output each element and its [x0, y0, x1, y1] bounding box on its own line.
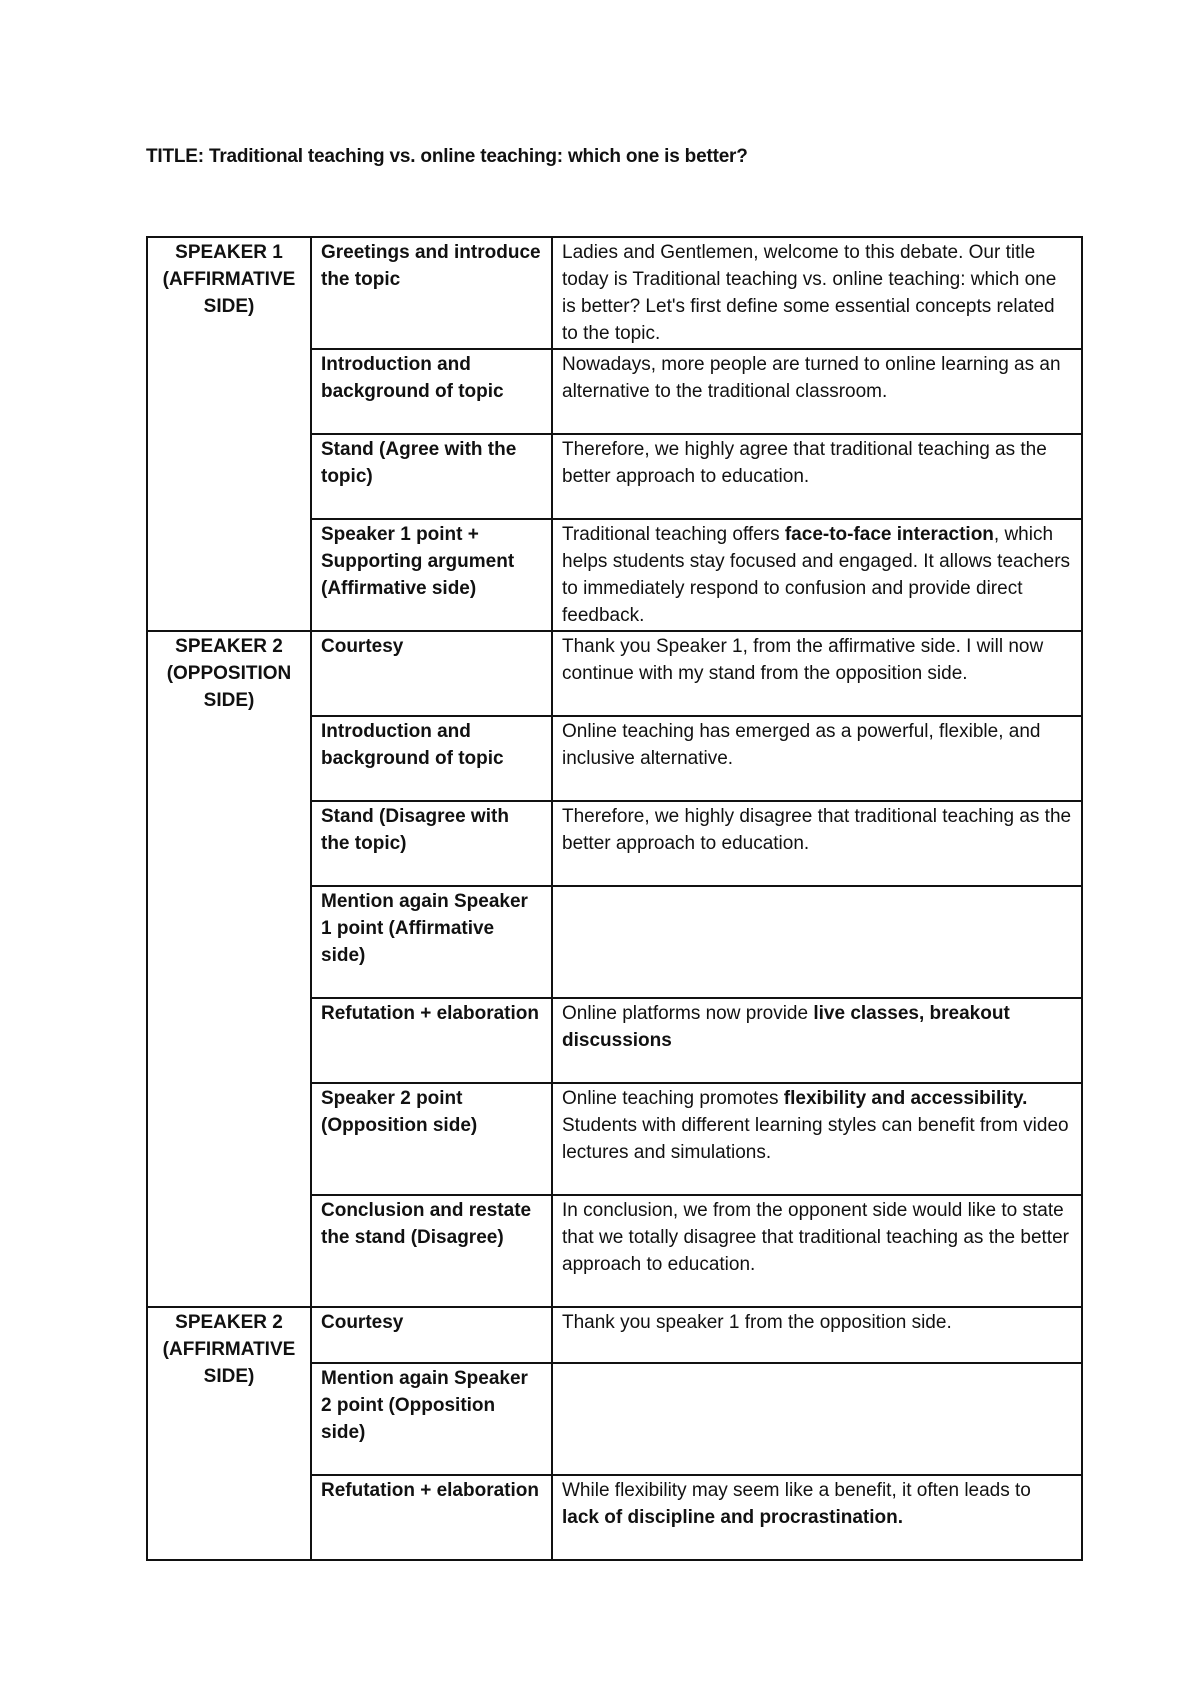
content-text: In conclusion, we from the opponent side would like to state that we totally disagree that traditional teaching as the better approach to education.: [562, 1200, 1069, 1275]
content-cell: [552, 998, 1082, 1083]
speaker-label: SPEAKER 1 (AFFIRMATIVE SIDE): [162, 242, 296, 317]
content-cell: [552, 716, 1082, 801]
content-text: Thank you Speaker 1, from the affirmative side. I will now continue with my stand from the opposition side.: [562, 636, 1044, 684]
content-text: Nowadays, more people are turned to online learning as an alternative to the traditional classroom.: [562, 354, 1061, 402]
content-text: While flexibility may seem like a benefit, it often leads to: [562, 1480, 1031, 1501]
part-cell: Mention again Speaker 1 point (Affirmative side): [311, 886, 552, 998]
debate-table: [146, 236, 1083, 1561]
speaker-label: SPEAKER 2 (OPPOSITION SIDE): [166, 636, 292, 711]
part-cell: Refutation + elaboration: [311, 1475, 552, 1560]
content-text: Traditional teaching offers: [562, 524, 785, 545]
content-text: Online teaching has emerged as a powerful, flexible, and inclusive alternative.: [562, 721, 1041, 769]
part-cell: Conclusion and restate the stand (Disagree): [311, 1195, 552, 1307]
content-cell: [552, 1363, 1082, 1475]
speaker-cell: [147, 631, 311, 1307]
content-text: Ladies and Gentlemen, welcome to this debate. Our title today is Traditional teaching vs. online teaching: which one is better? Let's first define some essential concepts related to the topic.: [562, 242, 1057, 344]
part-cell: Refutation + elaboration: [311, 998, 552, 1083]
content-text: Therefore, we highly agree that traditional teaching as the better approach to education.: [562, 439, 1047, 487]
part-cell: Stand (Agree with the topic): [311, 434, 552, 519]
content-cell: [552, 1475, 1082, 1560]
part-cell: Stand (Disagree with the topic): [311, 801, 552, 886]
content-text: Thank you speaker 1 from the opposition side.: [562, 1312, 952, 1333]
speaker-cell: [147, 1307, 311, 1560]
speaker-label: SPEAKER 2 (AFFIRMATIVE SIDE): [162, 1312, 296, 1387]
part-cell: Greetings and introduce the topic: [311, 237, 552, 349]
content-cell: [552, 1083, 1082, 1195]
part-cell: Speaker 2 point (Opposition side): [311, 1083, 552, 1195]
page-title: TITLE: Traditional teaching vs. online teaching: which one is better?: [146, 146, 748, 167]
bold-text: flexibility and accessibility.: [783, 1088, 1028, 1109]
part-cell: Mention again Speaker 2 point (Opposition side): [311, 1363, 552, 1475]
content-text: Students with different learning styles can benefit from video lectures and simulations.: [562, 1115, 1069, 1163]
content-cell: [552, 1307, 1082, 1363]
content-text: , which helps students stay focused and engaged. It allows teachers to immediately respond to confusion and provide direct feedback.: [562, 524, 1071, 626]
content-text: Online teaching promotes: [562, 1088, 784, 1109]
content-cell: [552, 519, 1082, 631]
content-cell: [552, 886, 1082, 998]
part-cell: Courtesy: [311, 631, 552, 716]
table-row: [147, 237, 1082, 349]
part-cell: Introduction and background of topic: [311, 349, 552, 434]
part-cell: Speaker 1 point + Supporting argument (Affirmative side): [311, 519, 552, 631]
content-cell: [552, 237, 1082, 349]
bold-text: lack of discipline and procrastination.: [562, 1507, 904, 1528]
table-row: [147, 1307, 1082, 1363]
content-cell: [552, 631, 1082, 716]
bold-text: face-to-face interaction: [784, 524, 994, 545]
content-text: Therefore, we highly disagree that traditional teaching as the better approach to education.: [562, 806, 1072, 854]
part-cell: Introduction and background of topic: [311, 716, 552, 801]
content-cell: [552, 1195, 1082, 1307]
content-cell: [552, 801, 1082, 886]
bold-text: live classes, breakout discussions: [562, 1003, 1010, 1051]
content-cell: [552, 434, 1082, 519]
speaker-cell: [147, 237, 311, 631]
content-cell: [552, 349, 1082, 434]
content-text: Online platforms now provide: [562, 1003, 814, 1024]
part-cell: Courtesy: [311, 1307, 552, 1363]
table-row: [147, 631, 1082, 716]
